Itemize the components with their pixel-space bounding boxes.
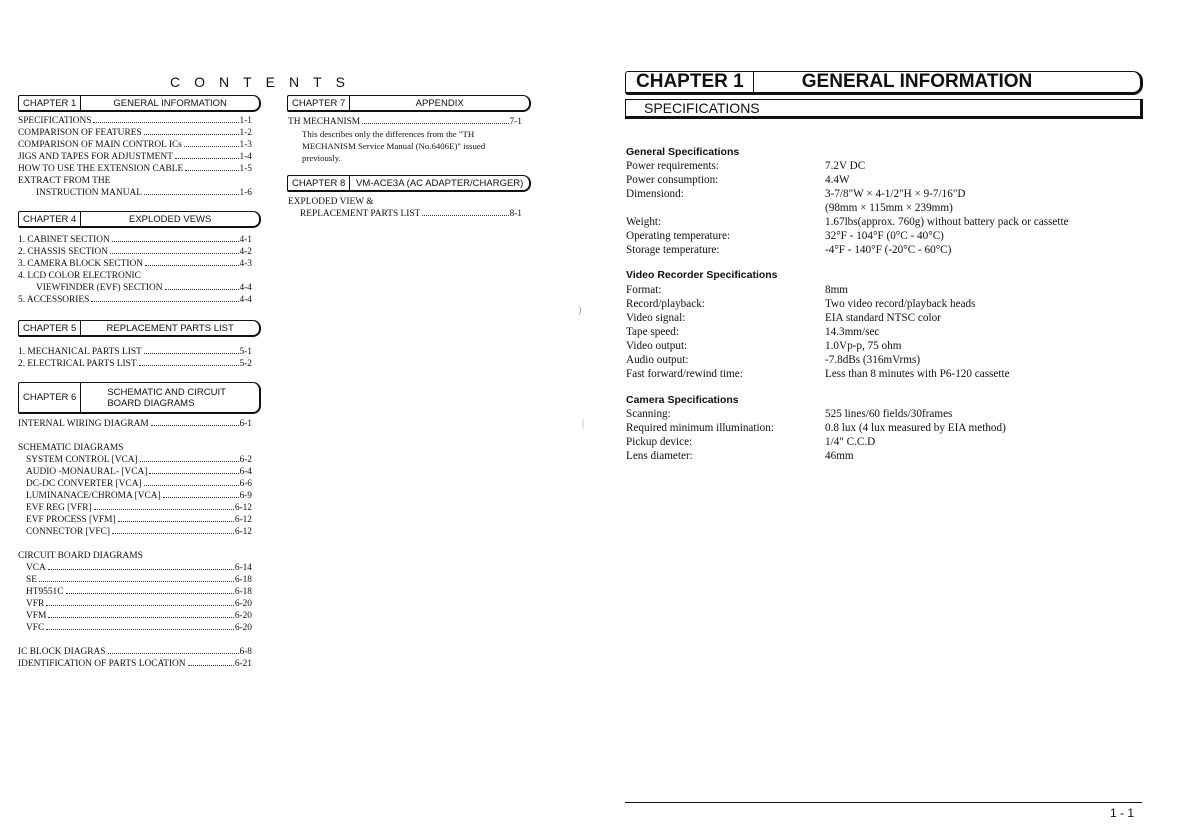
spec-row: Audio output: -7.8dBs (316mVrms) bbox=[626, 354, 921, 366]
spec-row: Fast forward/rewind time: Less than 8 minutes with P6-120 cassette bbox=[626, 368, 1010, 380]
chapter-title-line: SCHEMATIC AND CIRCUIT bbox=[107, 386, 226, 398]
general-specs-list bbox=[626, 159, 1069, 257]
scan-mark: ) bbox=[578, 305, 582, 316]
toc-entry[interactable]: EVF PROCESS [VFM] 6-12 bbox=[26, 515, 252, 525]
toc-entry[interactable]: HT9551C 6-18 bbox=[26, 587, 252, 597]
note-line: previously. bbox=[302, 153, 341, 163]
chapter-header-num: CHAPTER 1 bbox=[626, 72, 754, 92]
chapter-title: GENERAL INFORMATION bbox=[113, 97, 227, 109]
spec-row: Power consumption: 4.4W bbox=[626, 174, 850, 186]
toc-entry[interactable]: 2. CHASSIS SECTION 4-2 bbox=[18, 247, 252, 257]
toc-entry[interactable]: 1. MECHANICAL PARTS LIST 5-1 bbox=[18, 347, 252, 357]
spec-row: Video output: 1.0Vp-p, 75 ohm bbox=[626, 340, 902, 352]
chapter-title: VM-ACE3A (AC ADAPTER/CHARGER) bbox=[355, 177, 524, 189]
toc-entry[interactable]: 2. ELECTRICAL PARTS LIST 5-2 bbox=[18, 359, 252, 369]
toc-entry: 4. LCD COLOR ELECTRONIC bbox=[18, 271, 141, 281]
chapter-num: CHAPTER 4 bbox=[19, 212, 81, 226]
toc-subhead: CIRCUIT BOARD DIAGRAMS bbox=[18, 551, 143, 561]
camera-specs-list bbox=[626, 407, 1006, 463]
spec-row: (98mm × 115mm × 239mm) bbox=[825, 202, 953, 214]
chapter-8-list bbox=[288, 196, 522, 220]
video-specs-list bbox=[626, 283, 1010, 381]
toc-subhead: SCHEMATIC DIAGRAMS bbox=[18, 443, 124, 453]
chapter-6-list bbox=[18, 418, 252, 670]
toc-entry[interactable]: EVF REG [VFR] 6-12 bbox=[26, 503, 252, 513]
chapter-7-box bbox=[287, 95, 531, 112]
spec-row: Tape speed: 14.3mm/sec bbox=[626, 326, 880, 338]
chapter-7-list bbox=[288, 116, 522, 128]
toc-entry[interactable]: 3. CAMERA BLOCK SECTION 4-3 bbox=[18, 259, 252, 269]
chapter-num: CHAPTER 7 bbox=[288, 96, 350, 110]
spec-row: Scanning: 525 lines/60 fields/30frames bbox=[626, 408, 953, 420]
spec-row: Format: 8mm bbox=[626, 284, 848, 296]
chapter-num: CHAPTER 5 bbox=[19, 321, 81, 335]
toc-entry[interactable]: COMPARISON OF FEATURES 1-2 bbox=[18, 128, 252, 138]
note-line: This describes only the differences from the "TH bbox=[302, 129, 475, 139]
chapter-num: CHAPTER 8 bbox=[288, 176, 350, 190]
toc-entry: EXPLODED VIEW & bbox=[288, 197, 374, 207]
toc-entry[interactable]: INTERNAL WIRING DIAGRAM 6-1 bbox=[18, 419, 252, 429]
toc-entry[interactable]: AUDIO -MONAURAL- [VCA] 6-4 bbox=[26, 467, 252, 477]
chapter-4-box bbox=[18, 211, 261, 228]
toc-entry[interactable]: TH MECHANISM 7-1 bbox=[288, 117, 522, 127]
spec-row: Storage temperature: -4°F - 140°F (-20°C - 60°C) bbox=[626, 244, 952, 256]
chapter-title-line: BOARD DIAGRAMS bbox=[107, 397, 195, 409]
camera-specs-heading: Camera Specifications bbox=[626, 394, 739, 406]
toc-entry[interactable]: VCA 6-14 bbox=[26, 563, 252, 573]
chapter-title bbox=[81, 383, 259, 412]
toc-entry[interactable]: VIEWFINDER (EVF) SECTION 4-4 bbox=[36, 283, 252, 293]
spec-row: Pickup device: 1/4" C.C.D bbox=[626, 436, 876, 448]
toc-entry[interactable]: HOW TO USE THE EXTENSION CABLE 1-5 bbox=[18, 164, 252, 174]
spec-row: Dimensiond: 3-7/8"W × 4-1/2"H × 9-7/16"D bbox=[626, 188, 966, 200]
scan-mark: | bbox=[582, 418, 585, 429]
chapter-title: APPENDIX bbox=[415, 97, 464, 109]
chapter-header bbox=[625, 71, 1143, 95]
spec-row: Operating temperature: 32°F - 104°F (0°C - 40°C) bbox=[626, 230, 944, 242]
chapter-num: CHAPTER 6 bbox=[19, 383, 81, 412]
chapter-5-list bbox=[18, 346, 252, 370]
toc-entry[interactable]: IDENTIFICATION OF PARTS LOCATION 6-21 bbox=[18, 659, 252, 669]
toc-entry[interactable]: LUMINANACE/CHROMA [VCA] 6-9 bbox=[26, 491, 252, 501]
contents-title: CONTENTS bbox=[170, 74, 359, 90]
spec-row: Required minimum illumination: 0.8 lux (4 lux measured by EIA method) bbox=[626, 422, 1006, 434]
toc-entry[interactable]: VFR 6-20 bbox=[26, 599, 252, 609]
chapter-num: CHAPTER 1 bbox=[19, 96, 81, 110]
chapter-7-note bbox=[302, 128, 532, 164]
chapter-title: EXPLODED VEWS bbox=[128, 213, 212, 225]
chapter-1-list bbox=[18, 115, 252, 199]
toc-entry[interactable]: SPECIFICATIONS 1-1 bbox=[18, 116, 252, 126]
page-number: 1 - 1 bbox=[1110, 806, 1135, 820]
chapter-4-list bbox=[18, 234, 252, 306]
chapter-8-box bbox=[287, 175, 531, 192]
chapter-header-title: GENERAL INFORMATION bbox=[801, 71, 1033, 92]
toc-entry[interactable]: SYSTEM CONTROL [VCA] 6-2 bbox=[26, 455, 252, 465]
toc-entry[interactable]: DC-DC CONVERTER [VCA] 6-6 bbox=[26, 479, 252, 489]
toc-entry[interactable]: VFM 6-20 bbox=[26, 611, 252, 621]
toc-entry[interactable]: VFC 6-20 bbox=[26, 623, 252, 633]
toc-entry[interactable]: CONNECTOR [VFC] 6-12 bbox=[26, 527, 252, 537]
toc-entry[interactable]: REPLACEMENT PARTS LIST 8-1 bbox=[300, 209, 522, 219]
spec-row: Video signal: EIA standard NTSC color bbox=[626, 312, 941, 324]
chapter-6-box bbox=[18, 382, 261, 414]
toc-entry[interactable]: 5. ACCESSORIES 4-4 bbox=[18, 295, 252, 305]
toc-entry[interactable]: COMPARISON OF MAIN CONTROL ICs 1-3 bbox=[18, 140, 252, 150]
toc-entry[interactable]: SE 6-18 bbox=[26, 575, 252, 585]
chapter-title: REPLACEMENT PARTS LIST bbox=[106, 322, 234, 334]
toc-entry[interactable]: 1. CABINET SECTION 4-1 bbox=[18, 235, 252, 245]
toc-entry: EXTRACT FROM THE bbox=[18, 176, 111, 186]
spec-row: Lens diameter: 46mm bbox=[626, 450, 854, 462]
chapter-5-box bbox=[18, 320, 261, 337]
spec-row: Power requirements: 7.2V DC bbox=[626, 160, 866, 172]
footer-rule bbox=[625, 802, 1142, 803]
toc-entry[interactable]: INSTRUCTION MANUAL 1-6 bbox=[36, 188, 252, 198]
toc-entry[interactable]: JIGS AND TAPES FOR ADJUSTMENT 1-4 bbox=[18, 152, 252, 162]
chapter-1-box bbox=[18, 95, 261, 112]
spec-row: Weight: 1.67lbs(approx. 760g) without battery pack or cassette bbox=[626, 216, 1069, 228]
video-specs-heading: Video Recorder Specifications bbox=[626, 269, 778, 281]
note-line: MECHANISM Service Manual (No.6406E)" issued bbox=[302, 141, 486, 151]
spec-row: Record/playback: Two video record/playback heads bbox=[626, 298, 976, 310]
toc-entry[interactable]: IC BLOCK DIAGRAS 6-8 bbox=[18, 647, 252, 657]
general-specs-heading: General Specifications bbox=[626, 146, 740, 158]
section-title: SPECIFICATIONS bbox=[625, 99, 1143, 119]
